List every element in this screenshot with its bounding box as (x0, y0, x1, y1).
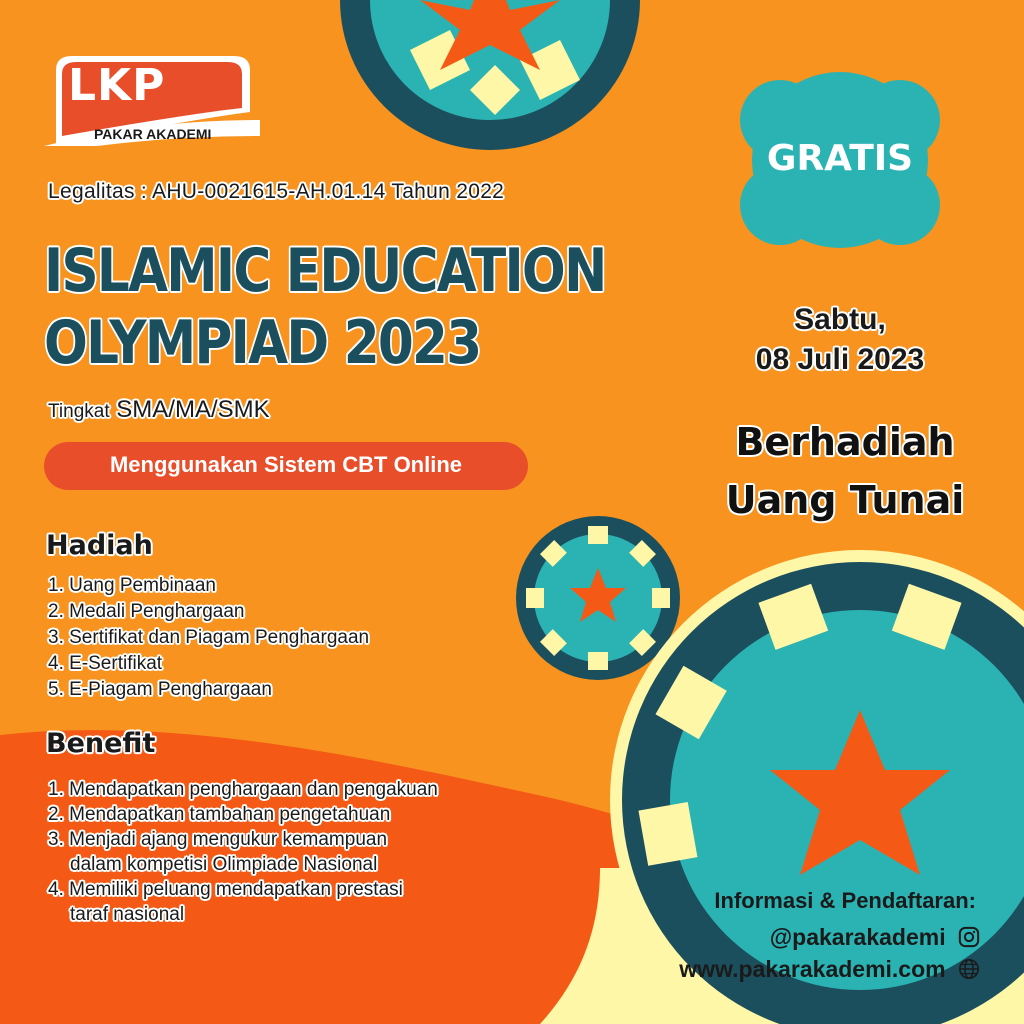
instagram-row[interactable] (600, 924, 980, 951)
event-day: Sabtu, (794, 303, 886, 336)
gratis-badge (736, 78, 944, 248)
event-full-date: 08 Juli 2023 (755, 343, 925, 376)
list-item-continuation: dalam kompetisi Olimpiade Nasional (70, 854, 378, 875)
title-line-1: ISLAMIC EDUCATION (44, 236, 606, 306)
website-url[interactable]: www.pakarakademi.com (679, 956, 946, 982)
prize-line-2: Uang Tunai (725, 478, 965, 522)
list-item: 2. Mendapatkan tambahan pengetahuan (48, 804, 391, 825)
hadiah-heading: Hadiah (46, 530, 153, 561)
list-item: 2. Medali Penghargaan (48, 601, 245, 622)
level-prefix: Tingkat (48, 401, 110, 422)
title-line-2: OLYMPIAD 2023 (44, 308, 481, 378)
list-item-continuation: taraf nasional (70, 904, 185, 925)
globe-icon (958, 958, 980, 980)
event-date (700, 300, 980, 380)
instagram-handle[interactable]: @pakarakademi (769, 924, 946, 950)
cbt-pill (44, 442, 528, 490)
website-row[interactable] (600, 956, 980, 983)
benefit-list (48, 777, 438, 927)
gratis-text: GRATIS (766, 138, 914, 179)
instagram-icon (958, 926, 980, 948)
logo-letters: LKP (68, 60, 166, 111)
logo-subtitle: PAKAR AKADEMI (94, 126, 212, 142)
logo (38, 50, 260, 146)
top-flower-ornament (340, 0, 640, 150)
list-item: 3. Menjadi ajang mengukur kemampuan (48, 829, 388, 850)
list-item: 5. E-Piagam Penghargaan (48, 679, 272, 700)
list-item: 1. Mendapatkan penghargaan dan pengakuan (48, 779, 438, 800)
contact-title: Informasi & Pendaftaran: (714, 888, 976, 913)
level-value: SMA/MA/SMK (116, 396, 270, 423)
list-item: 4. E-Sertifikat (48, 653, 163, 674)
hadiah-list (48, 573, 369, 703)
list-item: 4. Memiliki peluang mendapatkan prestasi (48, 879, 403, 900)
list-item: 3. Sertifikat dan Piagam Penghargaan (48, 627, 370, 648)
level-text (48, 396, 270, 424)
benefit-heading: Benefit (46, 728, 156, 759)
legal-text: Legalitas : AHU-0021615-AH.01.14 Tahun 2022 (48, 180, 505, 203)
list-item: 1. Uang Pembinaan (48, 575, 216, 596)
middle-flower-ornament (516, 516, 680, 680)
prize-line-1: Berhadiah (735, 420, 955, 464)
cbt-text: Menggunakan Sistem CBT Online (109, 452, 463, 477)
